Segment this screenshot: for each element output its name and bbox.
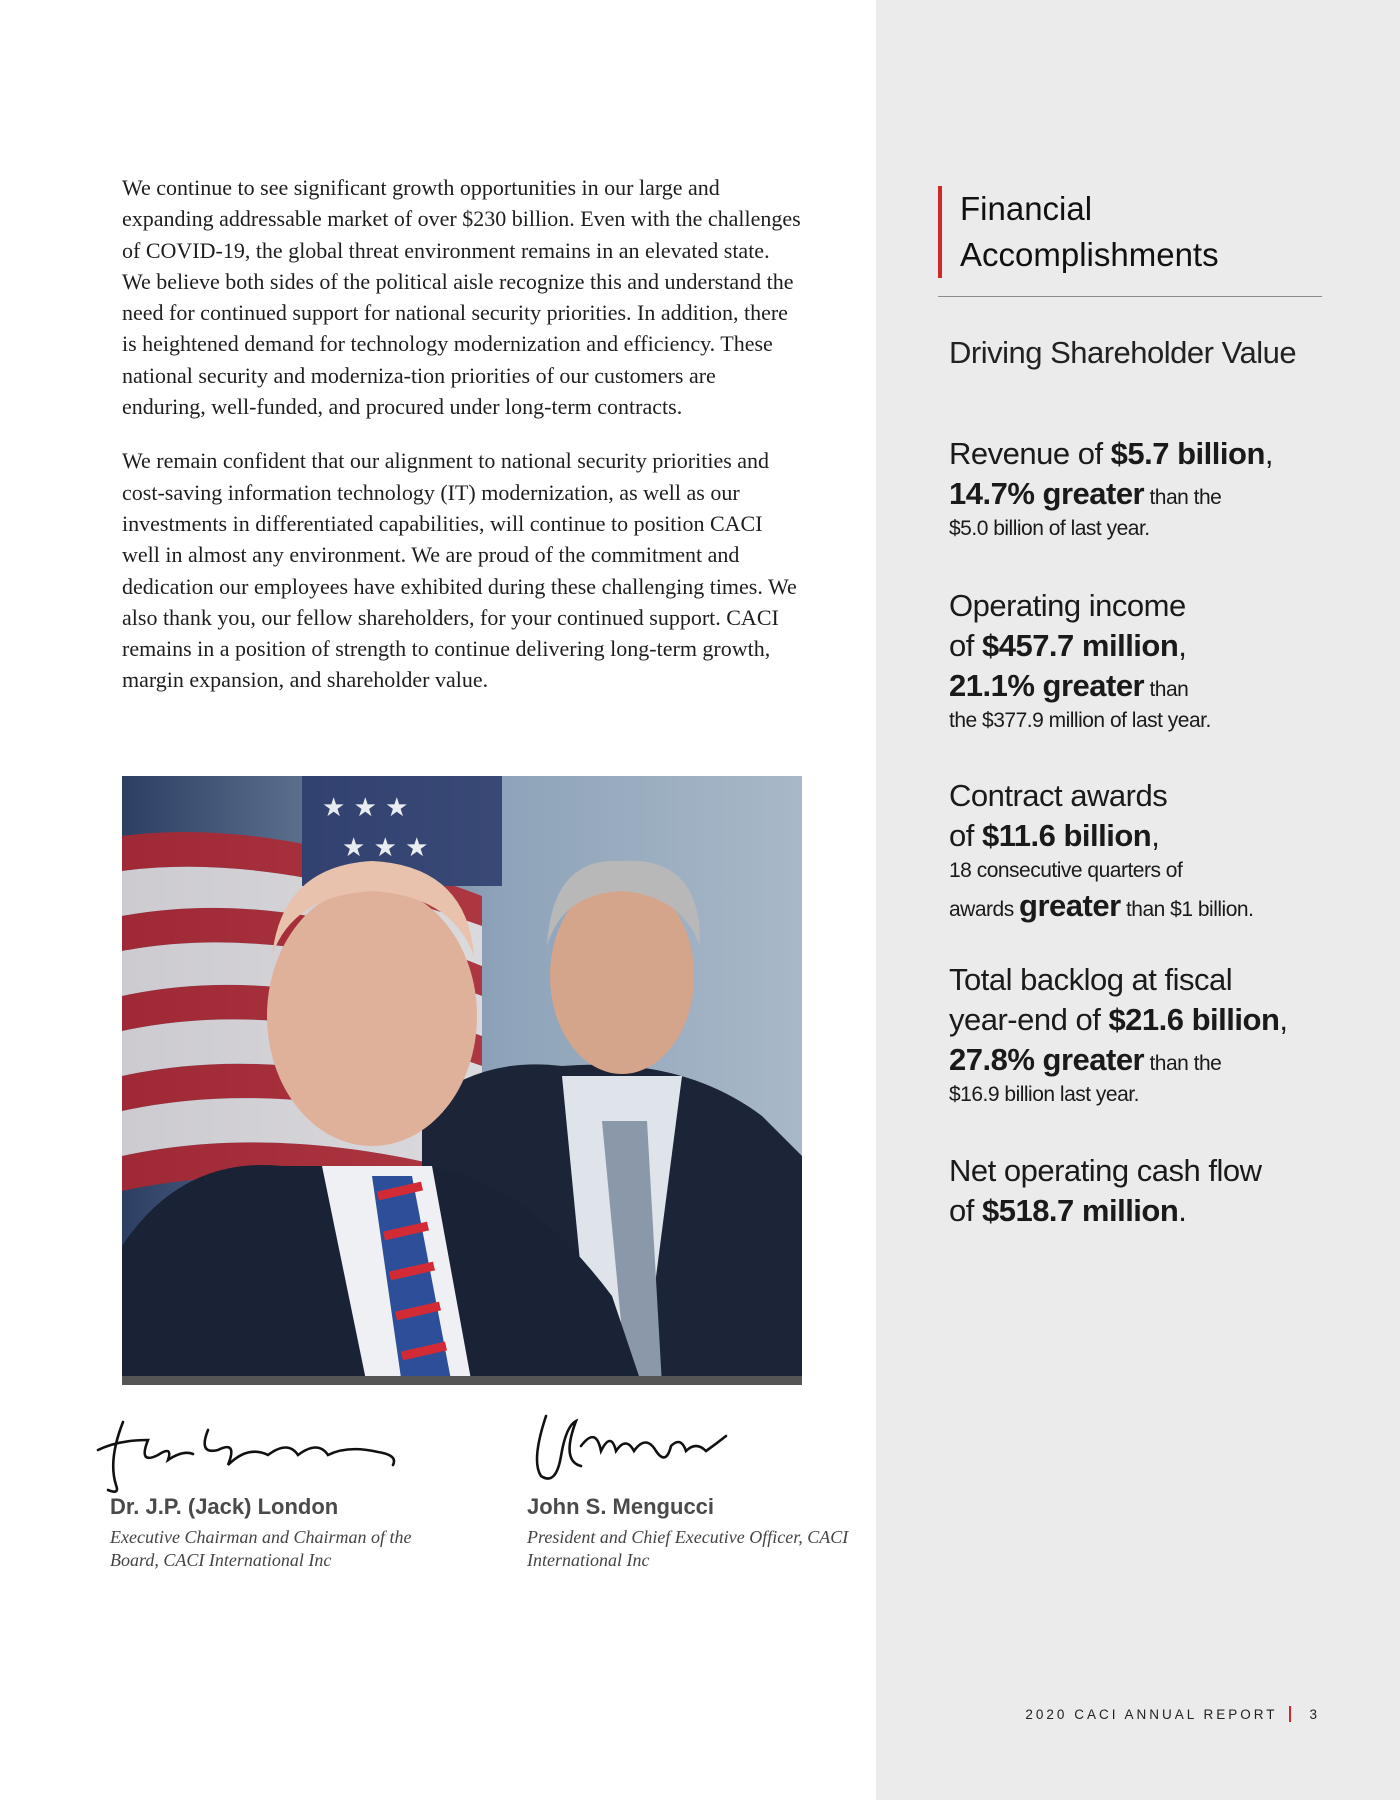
stat-text: Contract awards (949, 778, 1168, 813)
stat-text: than (1144, 678, 1189, 701)
executives-photo (122, 776, 802, 1385)
stat-value: $457.7 million (981, 628, 1179, 663)
signature-jack-london (78, 1410, 408, 1500)
stat-text: of (949, 818, 982, 853)
stat-text: . (1178, 1193, 1187, 1228)
signer-block-mengucci (527, 1494, 867, 1572)
stat-text: year-end of (949, 1002, 1109, 1037)
stat-contract-awards (949, 776, 1319, 926)
stat-text: than $1 billion. (1120, 898, 1254, 921)
stat-text: , (1151, 818, 1160, 853)
signer-title: Executive Chairman and Chairman of the Board, CACI International Inc (110, 1527, 412, 1570)
stat-text: of (949, 1193, 982, 1228)
stat-revenue (949, 434, 1319, 544)
financial-heading (938, 186, 1348, 278)
letter-paragraph-2: We remain confident that our alignment to national security priorities and cost-saving information technology (IT) modernization, as well as our investments in differentiated capabilities, will continue to position CACI well in almost any environment. We are proud of the commitment and dedication our employees have exhibited during these challenging times. We also thank you, our fellow shareholders, for your continued support. CACI remains in a position of strength to continue delivering long-term growth, margin expansion, and shareholder value. (122, 448, 797, 693)
stat-value: $21.6 billion (1108, 1002, 1280, 1037)
driving-shareholder-value-subheading: Driving Shareholder Value (949, 335, 1297, 370)
stat-growth: greater (1019, 888, 1121, 923)
stat-net-operating-cash-flow (949, 1151, 1319, 1231)
heading-line: Accomplishments (960, 236, 1219, 273)
stat-text: Operating income (949, 588, 1186, 623)
stat-value: $11.6 billion (981, 818, 1152, 853)
stat-text: $5.0 billion of last year. (949, 517, 1150, 540)
footer-label: 2020 CACI ANNUAL REPORT (1025, 1707, 1278, 1722)
stat-growth: 27.8% greater (949, 1042, 1145, 1077)
stat-text: the $377.9 million of last year. (949, 709, 1211, 732)
signature-john-mengucci (516, 1406, 736, 1496)
stat-text: Net operating cash flow (949, 1153, 1262, 1188)
stat-text: 18 consecutive quarters of (949, 859, 1183, 882)
svg-text:★ ★ ★: ★ ★ ★ (342, 833, 429, 863)
heading-line: Financial (960, 190, 1093, 227)
stat-text: awards (949, 898, 1020, 921)
stat-operating-income (949, 586, 1319, 736)
stat-text: Total backlog at fiscal (949, 962, 1233, 997)
stat-value: $518.7 million (981, 1193, 1179, 1228)
signer-block-london (110, 1494, 450, 1572)
stat-text: , (1178, 628, 1187, 663)
letter-paragraph-1: We continue to see significant growth opportunities in our large and expanding addressable market of over $230 billion. Even with the challenges of COVID-19, the global threat environment remains in an elevated state. We believe both sides of the political aisle recognize this and understand the need for continued support for national security priorities. In addition, there is heightened demand for technology modernization and efficiency. These national security and moderniza-tion priorities of our customers are enduring, well-funded, and procured under long-term contracts. (122, 175, 801, 420)
letter-body (122, 172, 802, 719)
signer-name: John S. Mengucci (527, 1494, 715, 1519)
signer-title: President and Chief Executive Officer, CACI International Inc (527, 1527, 849, 1570)
heading-divider (938, 296, 1322, 297)
stat-text: of (949, 628, 982, 663)
stat-total-backlog (949, 960, 1319, 1110)
stat-growth: 21.1% greater (949, 668, 1145, 703)
stat-text: than the (1144, 1052, 1222, 1075)
signer-name: Dr. J.P. (Jack) London (110, 1494, 339, 1519)
stat-text: $16.9 billion last year. (949, 1083, 1139, 1106)
stat-text: Revenue of (949, 436, 1111, 471)
page-footer (1025, 1706, 1320, 1722)
stat-text: than the (1144, 486, 1222, 509)
stat-text: , (1279, 1002, 1288, 1037)
svg-text:★ ★ ★: ★ ★ ★ (322, 793, 409, 823)
page-number: 3 (1309, 1707, 1320, 1722)
stat-text: , (1264, 436, 1274, 471)
stat-growth: 14.7% greater (949, 476, 1145, 511)
footer-divider (1289, 1706, 1291, 1722)
stat-value: $5.7 billion (1110, 436, 1265, 471)
